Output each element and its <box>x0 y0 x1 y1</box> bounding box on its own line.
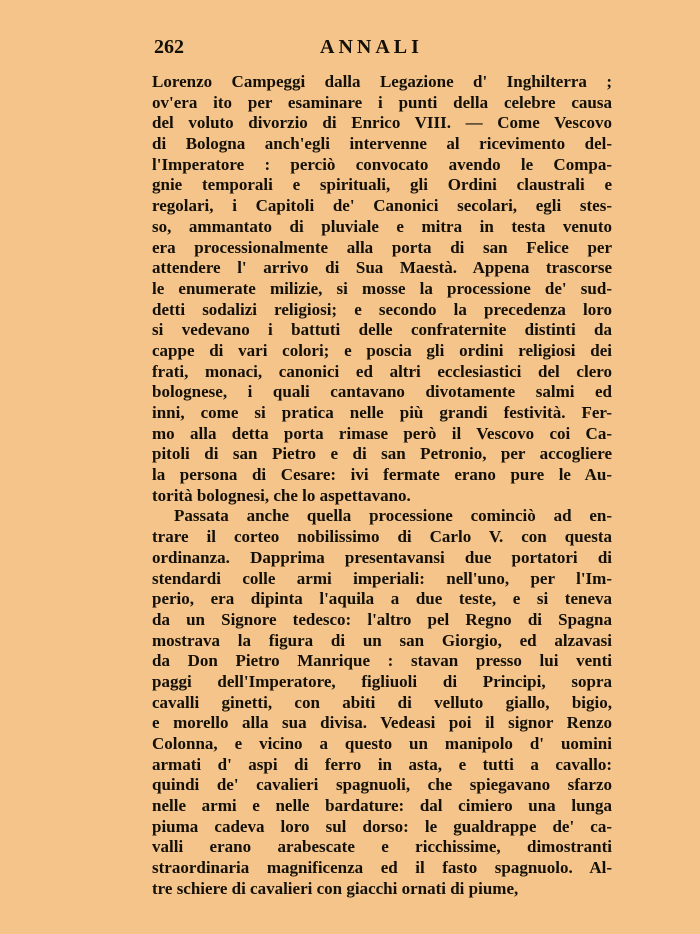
text-line: da Don Pietro Manrique : stavan presso lui venti <box>152 651 612 671</box>
text-line: valli erano arabescate e ricchissime, dimostranti <box>152 837 612 857</box>
paragraph <box>152 506 612 899</box>
text-line: Passata anche quella processione cominciò ad en- <box>174 506 612 526</box>
text-line: pitoli di san Pietro e di san Petronio, per accogliere <box>152 444 612 464</box>
text-line: armati d' aspi di ferro in asta, e tutti a cavallo: <box>152 754 612 774</box>
text-line: trare il corteo nobilissimo di Carlo V. con questa <box>152 527 612 547</box>
text-line: si vedevano i battuti delle confraternite distinti da <box>152 320 612 340</box>
paragraph-container <box>152 72 612 900</box>
text-line: so, ammantato di pluviale e mitra in testa venuto <box>152 216 612 236</box>
text-line: era processionalmente alla porta di san Felice per <box>152 237 612 257</box>
running-title: ANNALI <box>320 36 423 58</box>
page-header <box>150 36 620 64</box>
text-line: e morello alla sua divisa. Vedeasi poi il signor Renzo <box>152 713 612 733</box>
text-line: paggi dell'Imperatore, figliuoli di Principi, sopra <box>152 671 612 691</box>
text-line: da un Signore tedesco: l'altro pel Regno di Spagna <box>152 609 612 629</box>
text-line: tre schiere di cavalieri con giacchi ornati di piume, <box>152 878 519 898</box>
text-line: gnie temporali e spirituali, gli Ordini claustrali e <box>152 175 612 195</box>
paragraph <box>152 72 612 506</box>
text-line: l'Imperatore : perciò convocato avendo le Compa- <box>152 154 612 174</box>
text-line: detti sodalizi religiosi; e secondo la precedenza loro <box>152 299 612 319</box>
text-line: bolognese, i quali cantavano divotamente salmi ed <box>152 382 612 402</box>
text-line: mostrava la figura di un san Giorgio, ed alzavasi <box>152 630 612 650</box>
text-line: mo alla detta porta rimase però il Vescovo coi Ca- <box>152 423 612 443</box>
text-line: regolari, i Capitoli de' Canonici secolari, egli stes- <box>152 196 612 216</box>
text-line: Colonna, e vicino a questo un manipolo d' uomini <box>152 734 612 753</box>
page-number: 262 <box>154 36 184 58</box>
text-line: le enumerate milizie, si mosse la processione de' sud- <box>152 278 612 298</box>
body-text <box>152 72 612 900</box>
text-line: ordinanza. Dapprima presentavansi due portatori di <box>152 547 612 567</box>
text-line: perio, era dipinta l'aquila a due teste, e si teneva <box>152 589 612 609</box>
text-line: stendardi colle armi imperiali: nell'uno, per l'Im- <box>152 568 612 588</box>
text-line: ov'era ito per esaminare i punti della celebre causa <box>152 92 612 112</box>
text-line: piuma cadeva loro sul dorso: le gualdrappe de' ca- <box>152 816 612 836</box>
text-line: quindi de' cavalieri spagnuoli, che spiegavano sfarzo <box>152 775 612 795</box>
text-line: straordinaria magnificenza ed il fasto spagnuolo. Al- <box>152 858 612 878</box>
text-line: frati, monaci, canonici ed altri ecclesiastici del clero <box>152 361 612 381</box>
text-line: del voluto divorzio di Enrico VIII. — Come Vescovo <box>152 113 612 133</box>
text-line: cappe di vari colori; e poscia gli ordini religiosi dei <box>152 340 612 360</box>
text-line: la persona di Cesare: ivi fermate erano pure le Au- <box>152 465 612 485</box>
text-line: nelle armi e nelle bardature: dal cimiero una lunga <box>152 796 612 816</box>
text-line: torità bolognesi, che lo aspettavano. <box>152 485 411 505</box>
text-line: Lorenzo Campeggi dalla Legazione d' Inghilterra ; <box>152 72 612 91</box>
text-line: attendere l' arrivo di Sua Maestà. Appena trascorse <box>152 258 612 278</box>
text-line: inni, come si pratica nelle più grandi festività. Fer- <box>152 403 612 422</box>
text-line: di Bologna anch'egli intervenne al ricevimento del- <box>152 134 612 154</box>
text-line: cavalli ginetti, con abiti di velluto giallo, bigio, <box>152 692 612 712</box>
